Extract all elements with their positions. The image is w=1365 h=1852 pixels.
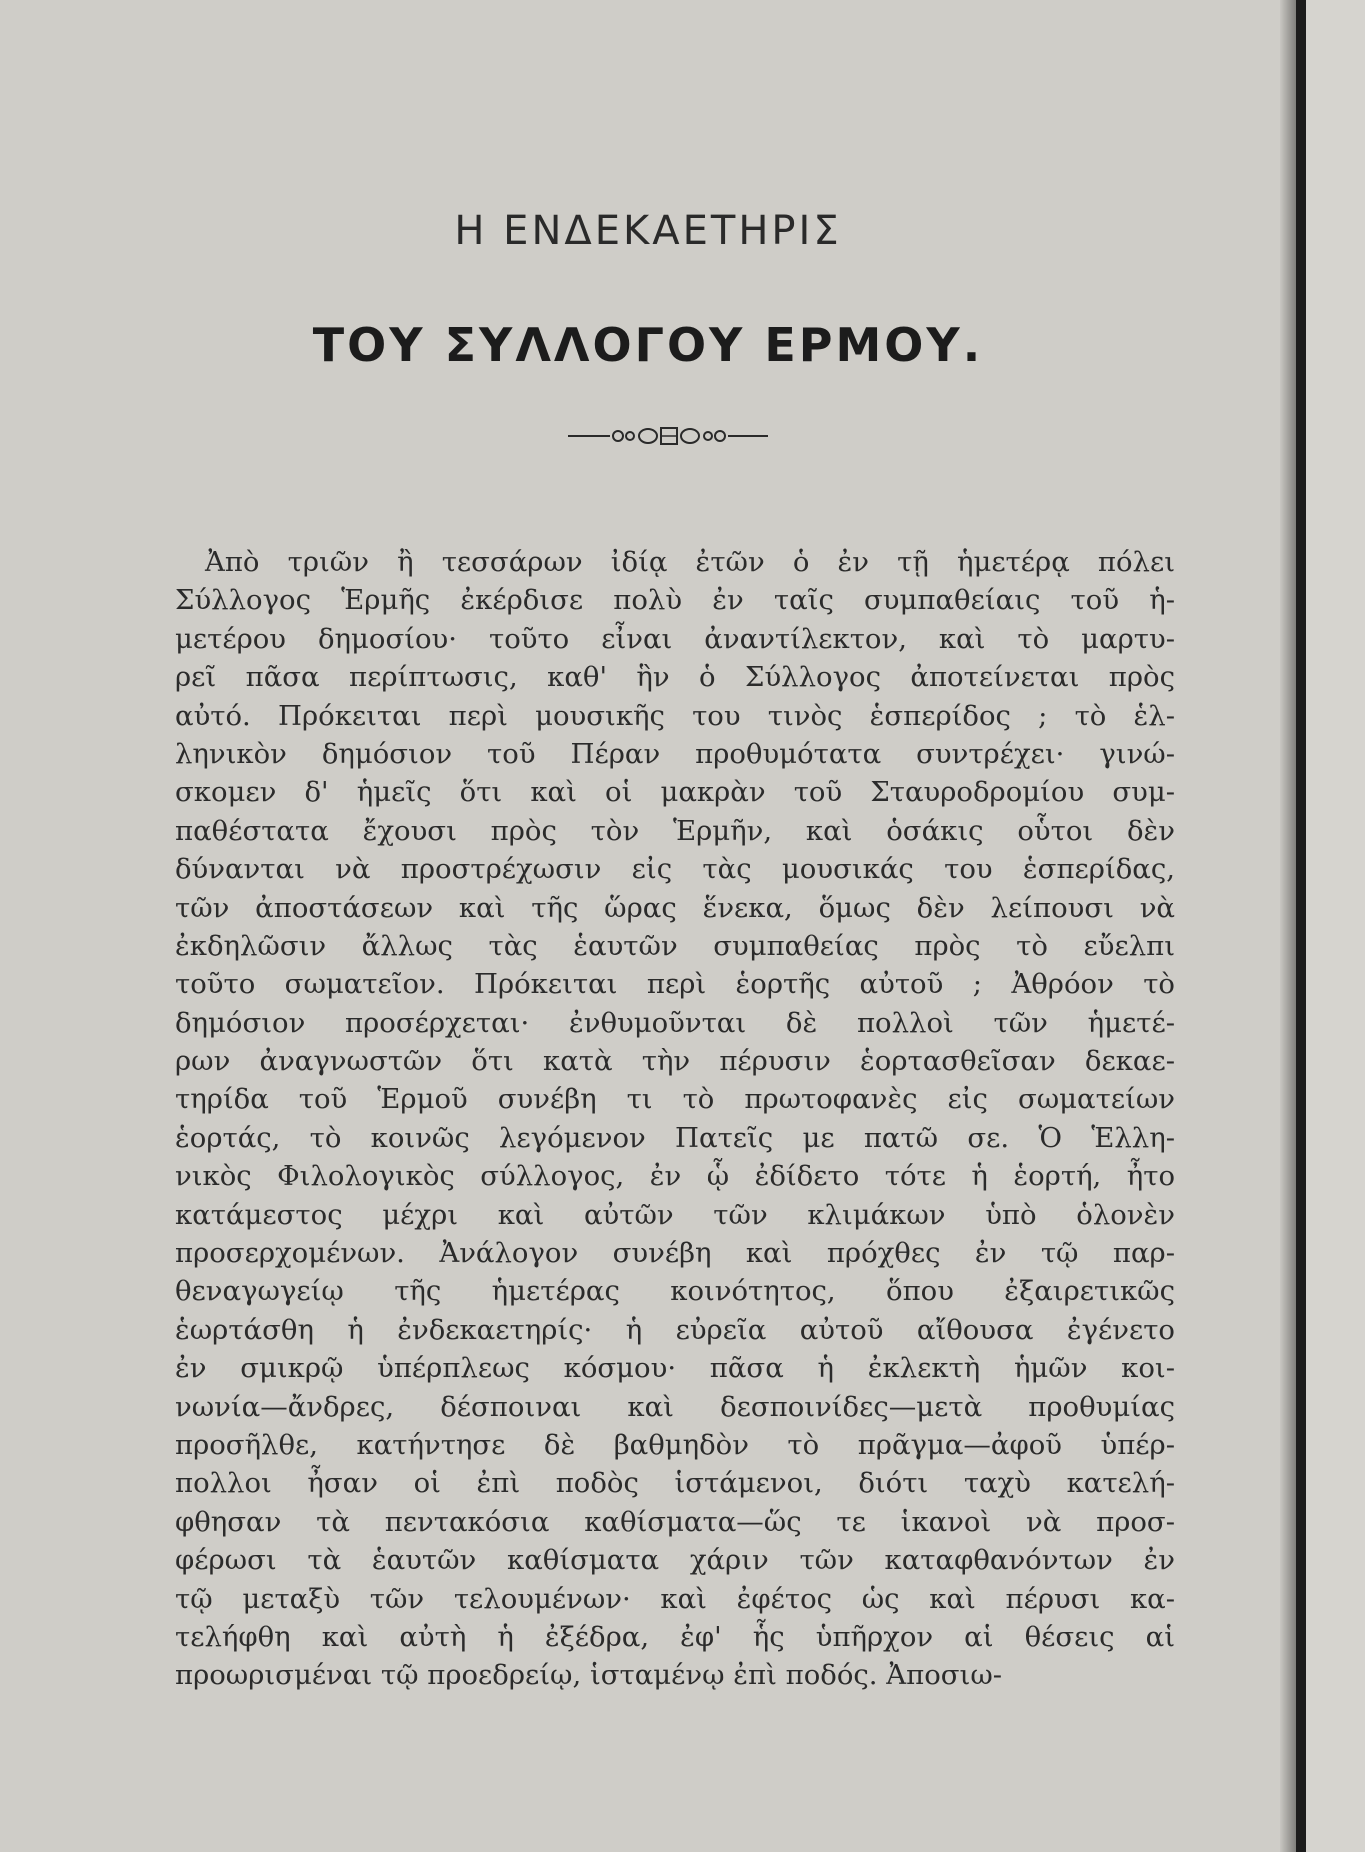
text-line: δύνανται νὰ προστρέχωσιν εἰς τὰς μουσικάς του ἑσπερίδας,: [175, 853, 1175, 886]
text-line: νικὸς Φιλολογικὸς σύλλογος, ἐν ᾧ ἐδίδετο τότε ἡ ἑορτή, ἦτο: [175, 1160, 1175, 1193]
text-line: τελήφθη καὶ αὐτὴ ἡ ἐξέδρα, ἐφ' ἧς ὑπῆρχον αἱ θέσεις αἱ: [175, 1620, 1175, 1653]
text-line: ρων ἀναγνωστῶν ὅτι κατὰ τὴν πέρυσιν ἑορτασθεῖσαν δεκαε-: [175, 1045, 1175, 1078]
text-line: τῶν ἀποστάσεων καὶ τῆς ὥρας ἕνεκα, ὅμως δὲν λείπουσι νὰ: [175, 891, 1175, 924]
article-body: [175, 543, 1175, 1695]
text-line: σκομεν δ' ἡμεῖς ὅτι καὶ οἱ μακρὰν τοῦ Σταυροδρομίου συμ-: [175, 776, 1175, 809]
text-line: προσῆλθε, κατήντησε δὲ βαθμηδὸν τὸ πρᾶγμα—ἀφοῦ ὑπέρ-: [175, 1428, 1175, 1461]
text-line: ληνικὸν δημόσιον τοῦ Πέραν προθυμότατα συντρέχει· γινώ-: [175, 737, 1175, 770]
page-edge-shadow: [1280, 0, 1296, 1852]
text-line: προωρισμέναι τῷ προεδρείῳ, ἱσταμένῳ ἐπὶ ποδός. Ἀποσιω-: [175, 1659, 1003, 1692]
text-line: μετέρου δημοσίου· τοῦτο εἶναι ἀναντίλεκτον, καὶ τὸ μαρτυ-: [175, 622, 1175, 655]
text-line: προσερχομένων. Ἀνάλογον συνέβη καὶ πρόχθες ἐν τῷ παρ-: [175, 1237, 1175, 1270]
text-line: πολλοι ἦσαν οἱ ἐπὶ ποδὸς ἱστάμενοι, διότι ταχὺ κατελή-: [175, 1467, 1175, 1500]
text-line: τῷ μεταξὺ τῶν τελουμένων· καὶ ἐφέτος ὡς καὶ πέρυσι κα-: [175, 1582, 1175, 1615]
text-line: Σύλλογος Ἑρμῆς ἐκέρδισε πολὺ ἐν ταῖς συμπαθείαις τοῦ ἡ-: [175, 584, 1175, 617]
title-line-1: Η ΕΝΔΕΚΑΕΤΗΡΙΣ: [454, 208, 842, 254]
text-line: αὐτό. Πρόκειται περὶ μουσικῆς του τινὸς ἑσπερίδος ; τὸ ἑλ-: [175, 699, 1175, 732]
text-line: ἑορτάς, τὸ κοινῶς λεγόμενον Πατεῖς με πατῶ σε. Ὁ Ἑλλη-: [175, 1121, 1175, 1154]
text-line: ἐκδηλῶσιν ἄλλως τὰς ἑαυτῶν συμπαθείας πρὸς τὸ εὔελπι: [175, 929, 1175, 962]
ornamental-divider-icon: [568, 424, 768, 448]
text-line: ἑωρτάσθη ἡ ἐνδεκαετηρίς· ἡ εὐρεῖα αὐτοῦ αἴθουσα ἐγένετο: [175, 1313, 1175, 1346]
title-line-2: ΤΟΥ ΣΥΛΛΟΓΟΥ ΕΡΜΟΥ.: [312, 318, 984, 372]
text-line: φθησαν τὰ πεντακόσια καθίσματα—ὥς τε ἱκανοὶ νὰ προσ-: [175, 1505, 1175, 1538]
adjacent-page-strip: [1306, 0, 1365, 1852]
text-line: κατάμεστος μέχρι καὶ αὐτῶν τῶν κλιμάκων ὑπὸ ὁλονὲν: [175, 1198, 1175, 1231]
text-line: φέρωσι τὰ ἑαυτῶν καθίσματα χάριν τῶν καταφθανόντων ἐν: [175, 1544, 1175, 1577]
text-line: Ἀπὸ τριῶν ἢ τεσσάρων ἰδίᾳ ἐτῶν ὁ ἐν τῇ ἡμετέρᾳ πόλει: [205, 546, 1175, 578]
text-line: τηρίδα τοῦ Ἑρμοῦ συνέβη τι τὸ πρωτοφανὲς εἰς σωματείων: [175, 1083, 1175, 1116]
text-line: παθέστατα ἔχουσι πρὸς τὸν Ἑρμῆν, καὶ ὁσάκις οὗτοι δὲν: [175, 814, 1175, 847]
text-line: ἐν σμικρῷ ὑπέρπλεως κόσμου· πᾶσα ἡ ἐκλεκτὴ ἡμῶν κοι-: [175, 1352, 1175, 1385]
text-line: θεναγωγείῳ τῆς ἡμετέρας κοινότητος, ὅπου ἐξαιρετικῶς: [175, 1275, 1175, 1308]
text-line: δημόσιον προσέρχεται· ἐνθυμοῦνται δὲ πολλοὶ τῶν ἡμετέ-: [175, 1006, 1175, 1039]
page-binding-edge: [1296, 0, 1306, 1852]
text-line: νωνία—ἄνδρες, δέσποιναι καὶ δεσποινίδες—μετὰ προθυμίας: [175, 1390, 1175, 1423]
text-line: τοῦτο σωματεῖον. Πρόκειται περὶ ἑορτῆς αὐτοῦ ; Ἀθρόον τὸ: [175, 968, 1175, 1001]
text-line: ρεῖ πᾶσα περίπτωσις, καθ' ἣν ὁ Σύλλογος ἀποτείνεται πρὸς: [175, 661, 1175, 694]
